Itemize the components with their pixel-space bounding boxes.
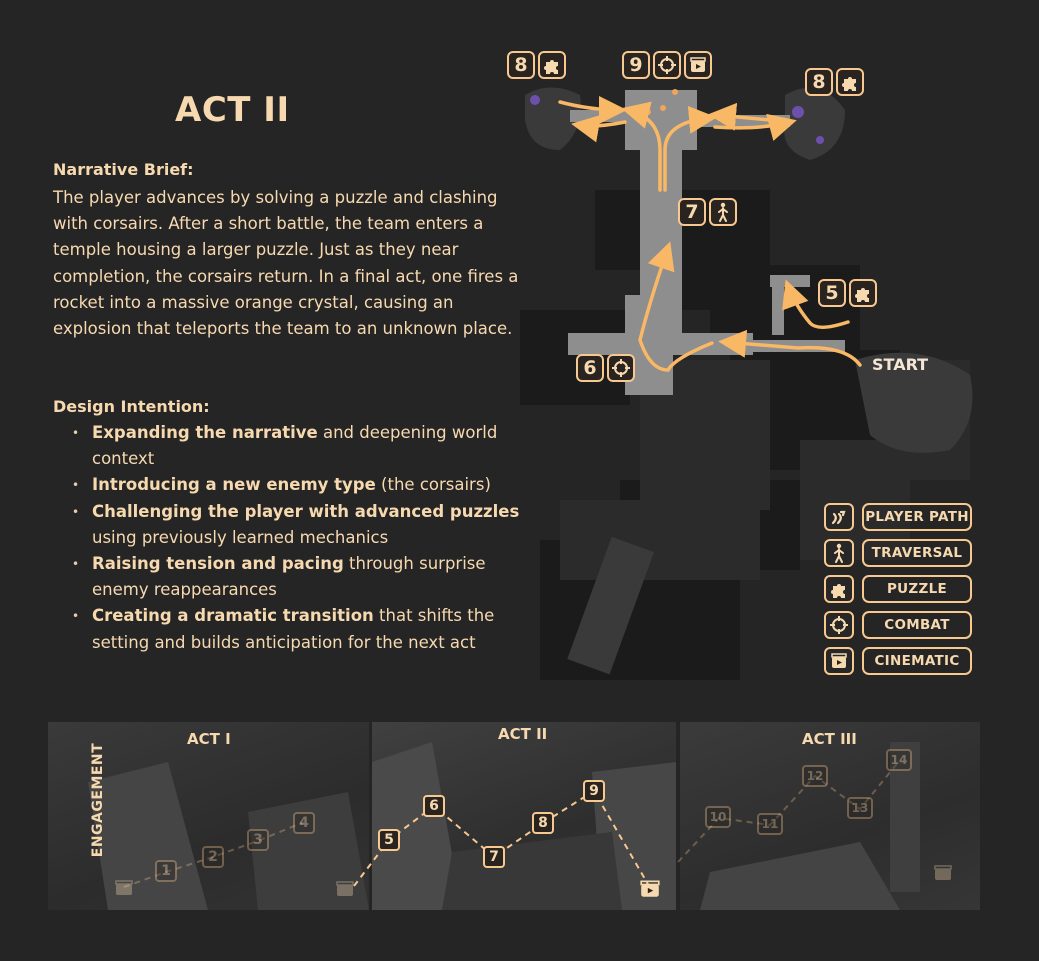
badge-number: 8 xyxy=(507,51,535,79)
list-item: • Expanding the narrative and deepening world context xyxy=(72,420,522,472)
cinematic-icon xyxy=(639,878,661,900)
list-item: • Raising tension and pacing through surprise enemy reappearances xyxy=(72,551,522,603)
map-badge-5 xyxy=(818,279,877,307)
engagement-curve xyxy=(48,722,980,910)
list-item: • Challenging the player with advanced puzzles using previously learned mechanics xyxy=(72,499,522,551)
design-intention-list xyxy=(72,420,522,656)
badge-number: 9 xyxy=(622,51,650,79)
cinematic-icon xyxy=(113,877,135,899)
engagement-node-11: 11 xyxy=(757,813,783,835)
engagement-node-8: 8 xyxy=(532,812,554,834)
map-badge-6 xyxy=(576,354,635,382)
badge-number: 5 xyxy=(818,279,846,307)
map-legend xyxy=(824,503,972,683)
map-badge-8-left xyxy=(507,51,566,79)
badge-number: 6 xyxy=(576,354,604,382)
legend-label: COMBAT xyxy=(862,611,972,639)
narrative-brief-heading: Narrative Brief: xyxy=(53,160,194,179)
badge-number: 7 xyxy=(678,198,706,226)
cinematic-icon xyxy=(932,862,954,884)
act-i-label: ACT I xyxy=(187,730,231,748)
engagement-node-14: 14 xyxy=(886,749,912,771)
traversal-icon xyxy=(709,198,737,226)
combat-icon xyxy=(653,51,681,79)
engagement-node-5: 5 xyxy=(378,829,400,851)
puzzle-icon xyxy=(538,51,566,79)
cinematic-icon xyxy=(824,647,854,675)
legend-label: TRAVERSAL xyxy=(862,539,972,567)
combat-icon xyxy=(824,611,854,639)
puzzle-icon xyxy=(836,68,864,96)
cinematic-icon xyxy=(334,878,356,900)
engagement-node-4: 4 xyxy=(293,812,315,834)
list-item: • Creating a dramatic transition that shifts the setting and builds anticipation for the next act xyxy=(72,603,522,655)
engagement-node-9: 9 xyxy=(583,780,605,802)
legend-item-cinematic xyxy=(824,647,972,675)
narrative-brief-text: The player advances by solving a puzzle and clashing with corsairs. After a short battle, the team enters a temple housing a larger puzzle. Just as they near completion, the corsairs return. In a final act, one fires a rocket into a massive orange crystal, causing an explosion that teleports the team to an unknown place. xyxy=(53,188,519,339)
start-label: START xyxy=(872,355,929,374)
legend-label: PLAYER PATH xyxy=(862,503,972,531)
act-ii-label: ACT II xyxy=(498,725,548,743)
player-path-icon xyxy=(824,503,854,531)
page-title: ACT II xyxy=(175,90,290,130)
map-badge-9 xyxy=(622,51,712,79)
legend-item-puzzle xyxy=(824,575,972,603)
legend-item-combat xyxy=(824,611,972,639)
traversal-icon xyxy=(824,539,854,567)
badge-number: 8 xyxy=(805,68,833,96)
legend-item-traversal xyxy=(824,539,972,567)
engagement-node-6: 6 xyxy=(423,795,445,817)
legend-label: CINEMATIC xyxy=(862,647,972,675)
map-badge-8-right xyxy=(805,68,864,96)
engagement-node-7: 7 xyxy=(483,846,505,868)
cinematic-icon xyxy=(684,51,712,79)
engagement-node-13: 13 xyxy=(847,797,873,819)
legend-label: PUZZLE xyxy=(862,575,972,603)
engagement-graph xyxy=(48,722,980,910)
map-badge-7 xyxy=(678,198,737,226)
puzzle-icon xyxy=(824,575,854,603)
engagement-node-3: 3 xyxy=(247,829,269,851)
engagement-node-10: 10 xyxy=(705,806,731,828)
engagement-node-12: 12 xyxy=(802,765,828,787)
design-intention-heading: Design Intention: xyxy=(53,397,210,416)
list-item: • Introducing a new enemy type (the corsairs) xyxy=(72,472,522,498)
puzzle-icon xyxy=(849,279,877,307)
combat-icon xyxy=(607,354,635,382)
engagement-node-1: 1 xyxy=(155,860,177,882)
legend-item-player-path xyxy=(824,503,972,531)
act-iii-label: ACT III xyxy=(802,730,857,748)
engagement-axis-label: ENGAGEMENT xyxy=(90,742,106,858)
engagement-node-2: 2 xyxy=(202,846,224,868)
